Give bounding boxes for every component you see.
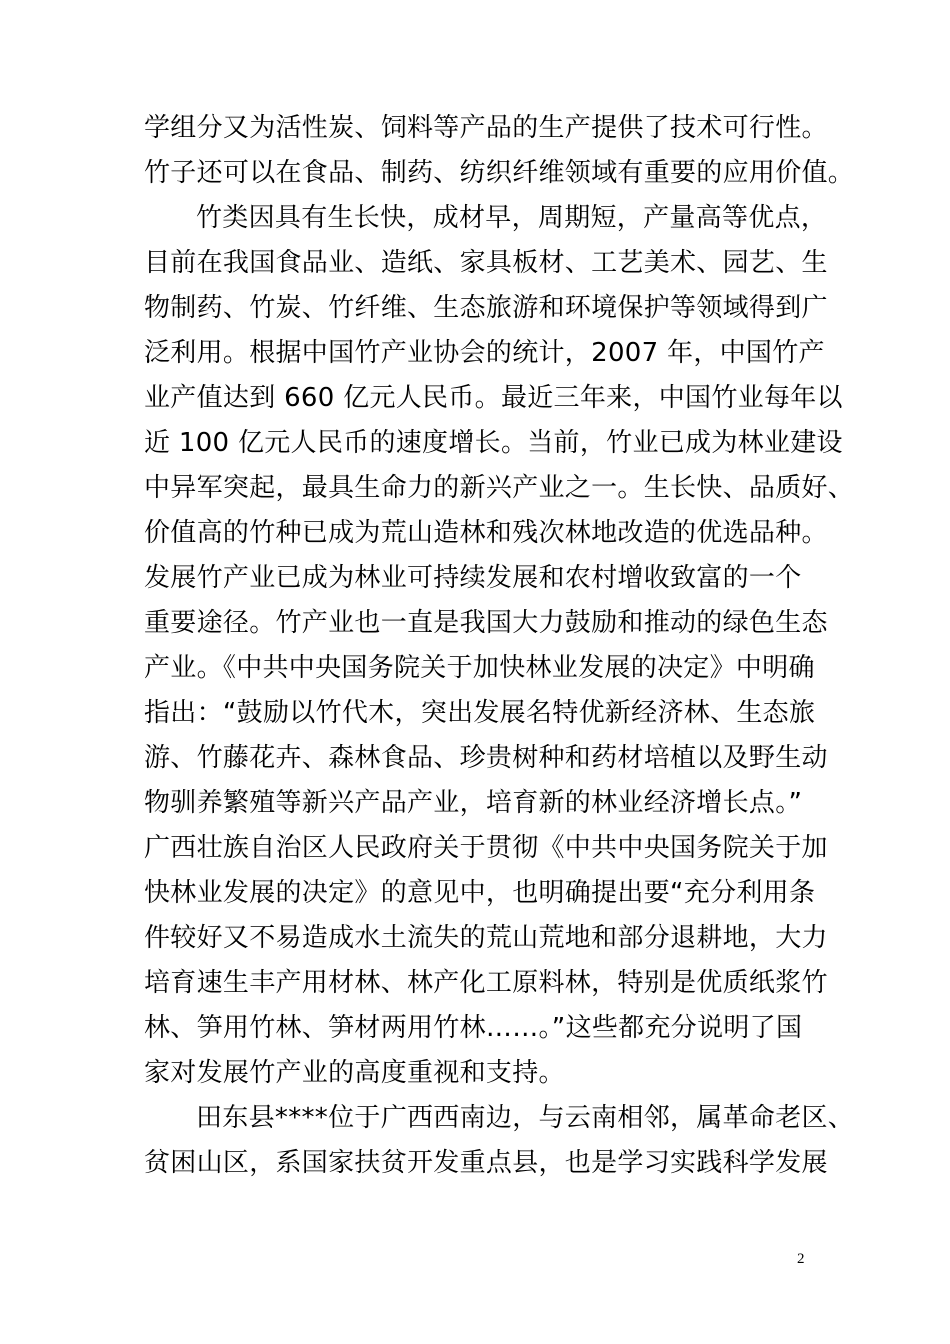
text-line: 竹子还可以在食品、制药、纺织纤维领域有重要的应用价值。 bbox=[144, 158, 855, 188]
text-line: 快林业发展的决定》的意见中，也明确提出要“充分利用条 bbox=[144, 878, 816, 908]
text-line: 价值高的竹种已成为荒山造林和残次林地改造的优选品种。 bbox=[144, 518, 828, 548]
paragraph-first-line: 田东县****位于广西西南边，与云南相邻，属革命老区、 bbox=[196, 1103, 855, 1133]
text-line: 近 100 亿元人民币的速度增长。当前，竹业已成为林业建设 bbox=[144, 428, 843, 458]
page-number: 2 bbox=[797, 1251, 805, 1267]
text-line: 重要途径。竹产业也一直是我国大力鼓励和推动的绿色生态 bbox=[144, 608, 828, 638]
text-line: 广西壮族自治区人民政府关于贯彻《中共中央国务院关于加 bbox=[144, 833, 828, 863]
text-line: 物驯养繁殖等新兴产品产业，培育新的林业经济增长点。” bbox=[144, 788, 803, 818]
text-line: 物制药、竹炭、竹纤维、生态旅游和环境保护等领域得到广 bbox=[144, 293, 828, 323]
text-line: 泛利用。根据中国竹产业协会的统计，2007 年，中国竹产 bbox=[144, 338, 825, 368]
text-line: 林、笋用竹林、笋材两用竹林……。”这些都充分说明了国 bbox=[144, 1013, 803, 1043]
text-line: 中异军突起，最具生命力的新兴产业之一。生长快、品质好、 bbox=[144, 473, 855, 503]
text-line: 培育速生丰产用材林、林产化工原料林，特别是优质纸浆竹 bbox=[144, 968, 828, 998]
paragraph-first-line: 竹类因具有生长快，成材早，周期短，产量高等优点， bbox=[196, 203, 828, 233]
text-line: 产业。《中共中央国务院关于加快林业发展的决定》中明确 bbox=[144, 653, 815, 683]
text-line: 件较好又不易造成水土流失的荒山荒地和部分退耕地，大力 bbox=[144, 923, 828, 953]
text-line: 目前在我国食品业、造纸、家具板材、工艺美术、园艺、生 bbox=[144, 248, 828, 278]
text-line: 指出：“鼓励以竹代木，突出发展名特优新经济林、生态旅 bbox=[144, 698, 816, 728]
text-line: 贫困山区，系国家扶贫开发重点县，也是学习实践科学发展 bbox=[144, 1148, 828, 1178]
text-line: 学组分又为活性炭、饲料等产品的生产提供了技术可行性。 bbox=[144, 113, 828, 143]
text-line: 发展竹产业已成为林业可持续发展和农村增收致富的一个 bbox=[144, 563, 802, 593]
text-line: 业产值达到 660 亿元人民币。最近三年来，中国竹业每年以 bbox=[144, 383, 843, 413]
text-line: 家对发展竹产业的高度重视和支持。 bbox=[144, 1058, 565, 1088]
text-line: 游、竹藤花卉、森林食品、珍贵树种和药材培植以及野生动 bbox=[144, 743, 828, 773]
